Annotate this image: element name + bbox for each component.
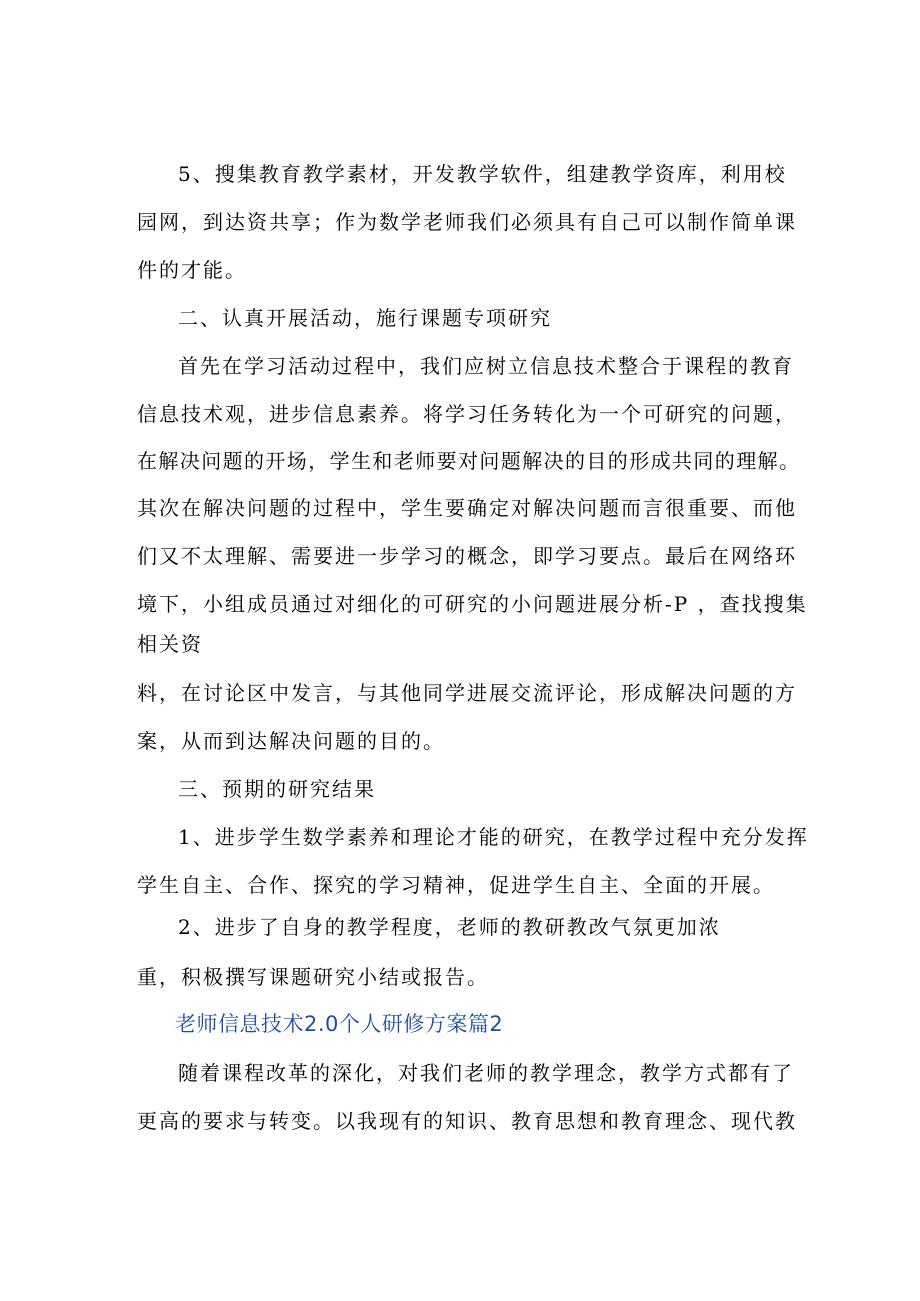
paragraph-line: 重，积极撰写课题研究小结或报告。 [137, 965, 489, 989]
article-part-heading: 老师信息技术2.0个人研修方案篇2 [175, 1012, 504, 1036]
paragraph-line: 其次在解决问题的过程中，学生要确定对解决问题而言很重要、而他 [137, 496, 797, 520]
paragraph-line: 1、进步学生数学素养和理论才能的研究，在教学过程中充分发挥 [178, 825, 809, 849]
paragraph-line: 随着课程改革的深化，对我们老师的教学理念，教学方式都有了 [178, 1061, 794, 1085]
paragraph-line: 们又不太理解、需要进一步学习的概念，即学习要点。最后在网络环 [137, 544, 797, 568]
paragraph-line: 2、进步了自身的教学程度，老师的教研教改气氛更加浓 [178, 915, 721, 939]
paragraph-line: 更高的要求与转变。以我现有的知识、教育思想和教育理念、现代教 [137, 1109, 797, 1133]
paragraph-line: 在解决问题的开场，学生和老师要对问题解决的目的形成共同的理解。 [137, 449, 801, 473]
paragraph-line: 件的才能。 [137, 258, 247, 282]
paragraph-line: 案，从而到达解决问题的目的。 [137, 729, 445, 753]
paragraph-line: 境下，小组成员通过对细化的可研究的小问题进展分析-P ，查找搜集 [137, 592, 808, 616]
paragraph-line: 学生自主、合作、探究的学习精神，促进学生自主、全面的开展。 [137, 873, 775, 897]
section-heading-2: 二、认真开展活动，施行课题专项研究 [178, 306, 552, 330]
paragraph-line: 信息技术观，进步信息素养。将学习任务转化为一个可研究的问题， [137, 402, 797, 426]
paragraph-line: 5、搜集教育教学素材，开发教学软件，组建教学资库，利用校 [178, 162, 787, 186]
paragraph-line: 料，在讨论区中发言，与其他同学进展交流评论，形成解决问题的方 [137, 681, 797, 705]
paragraph-line: 首先在学习活动过程中，我们应树立信息技术整合于课程的教育 [178, 354, 794, 378]
section-heading-3: 三、预期的研究结果 [178, 777, 376, 801]
paragraph-line: 园网，到达资共享；作为数学老师我们必须具有自己可以制作简单课 [137, 210, 797, 234]
paragraph-line: 相关资 [137, 632, 203, 656]
